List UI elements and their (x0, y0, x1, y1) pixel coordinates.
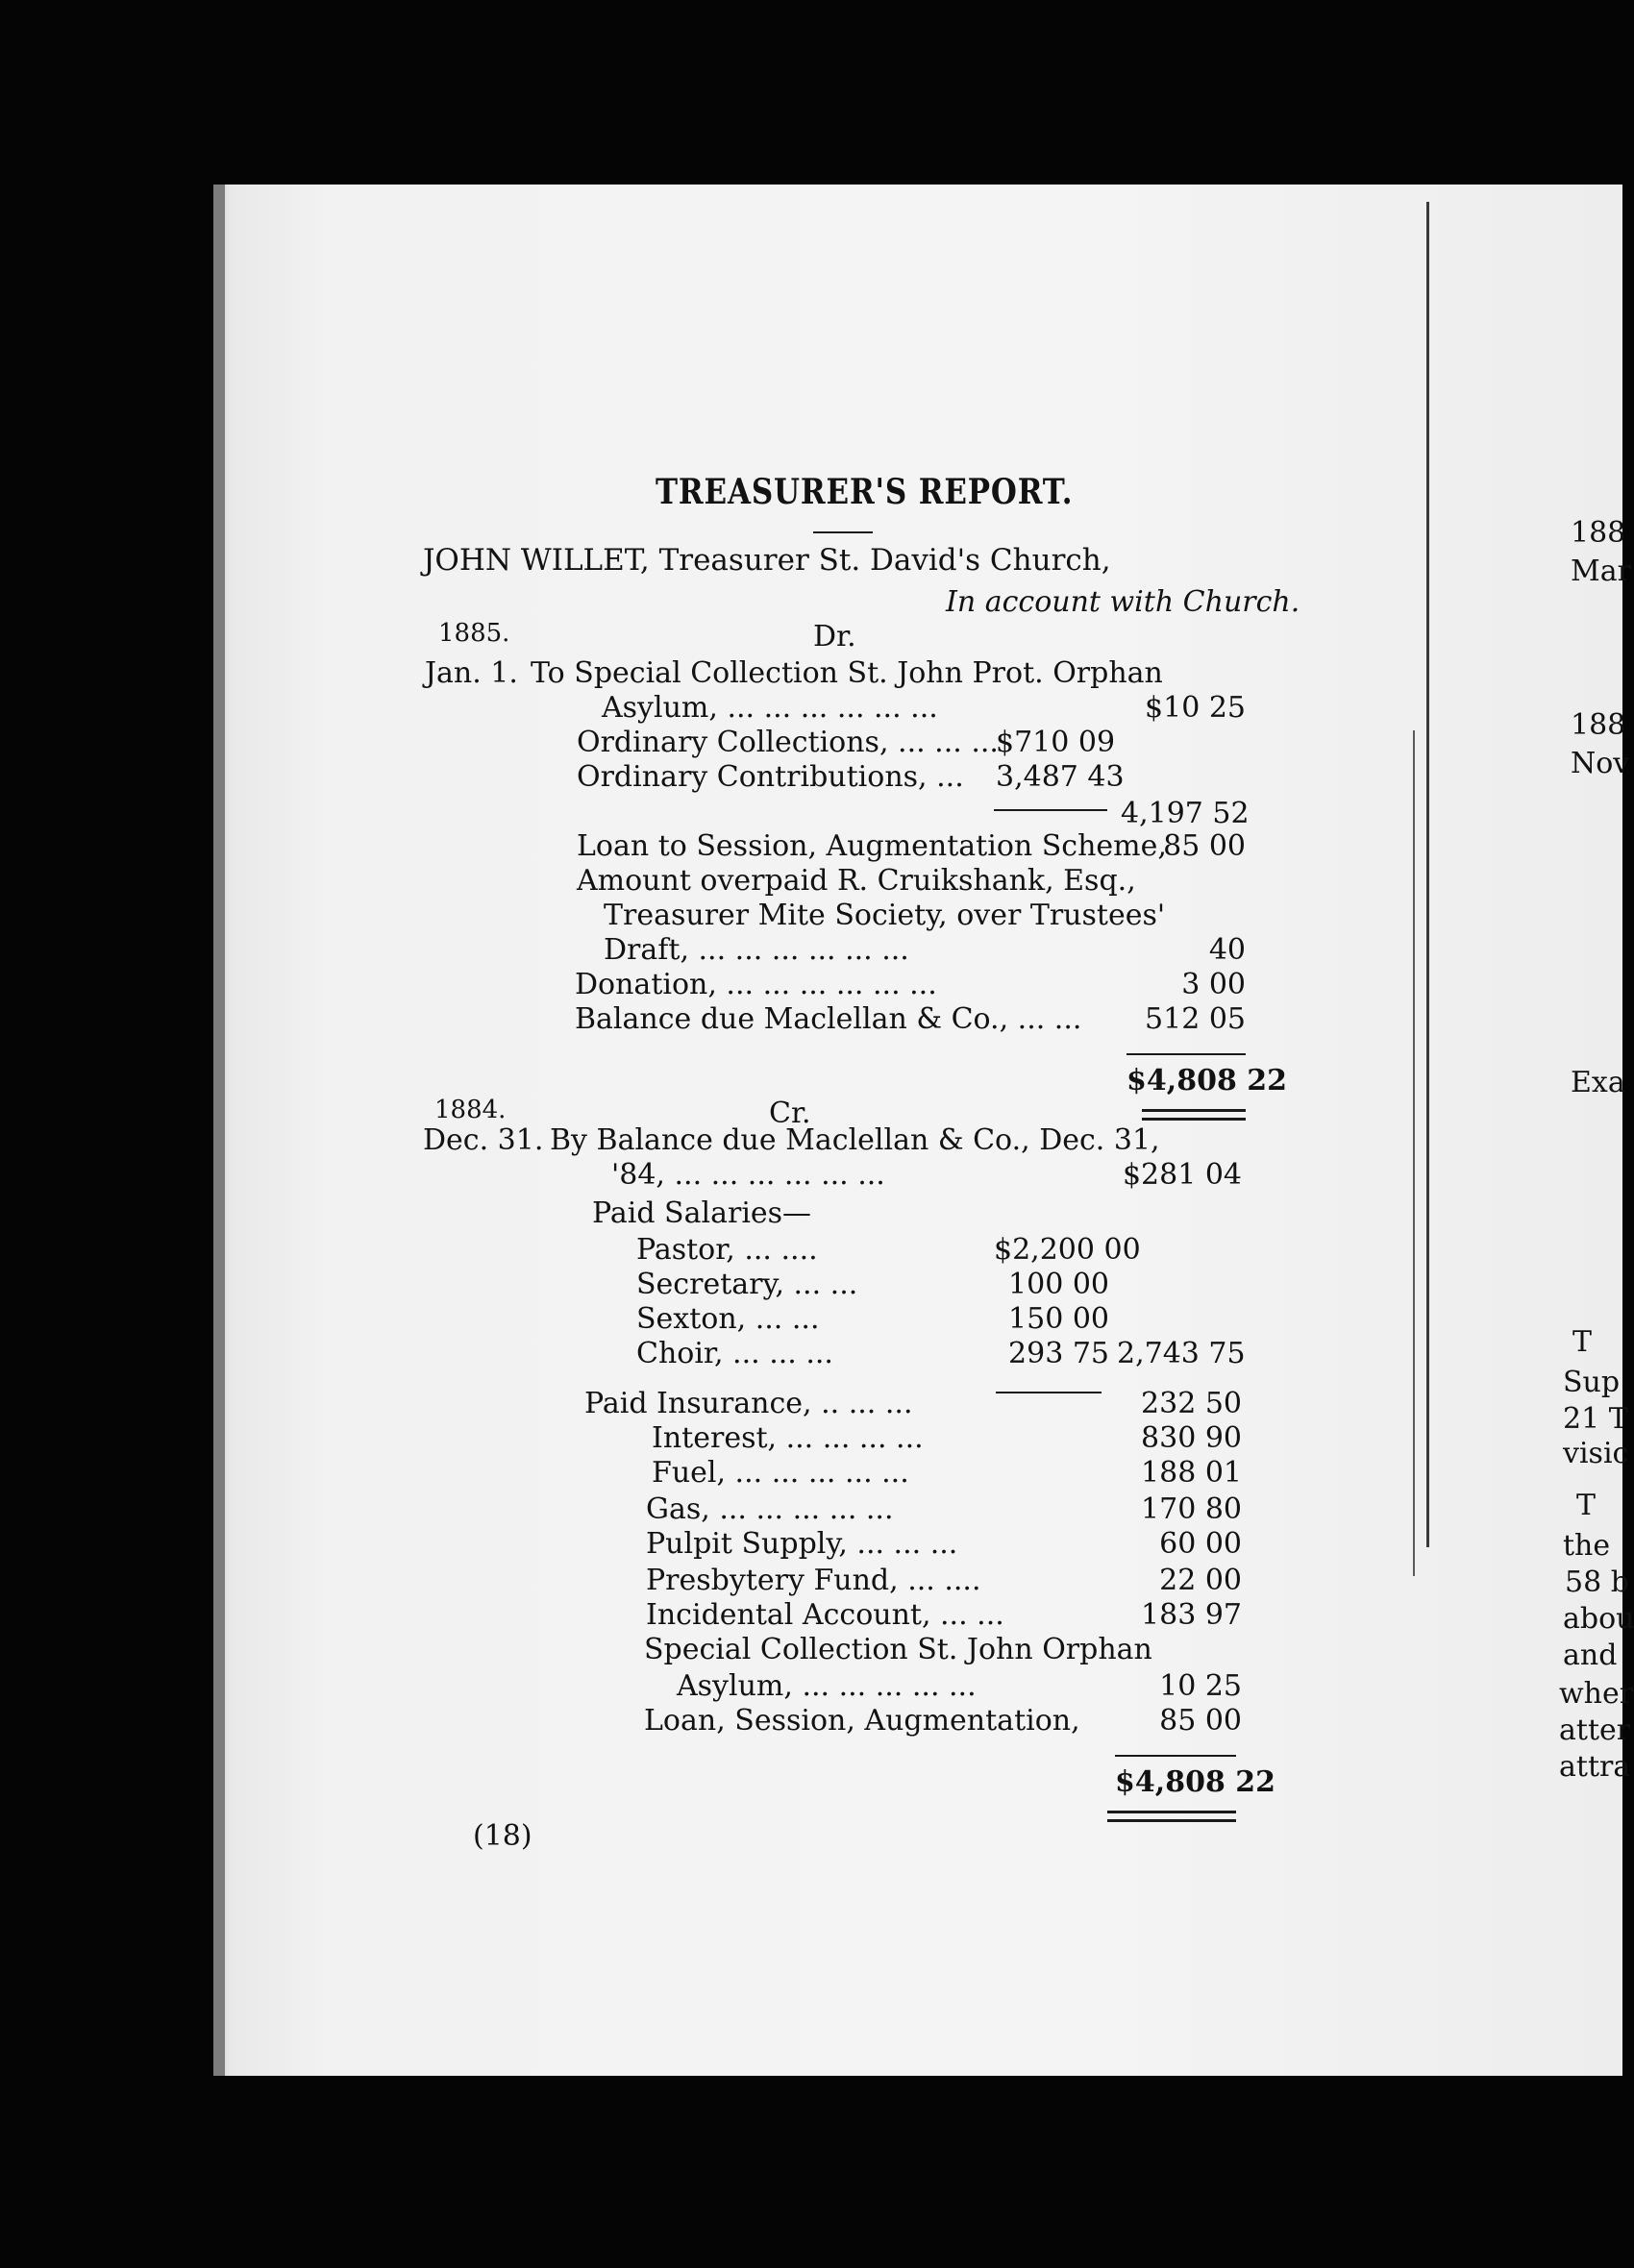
right-page-fragment: T (1572, 1325, 1593, 1359)
dr-entry-subamount: 3,487 43 (996, 760, 1125, 794)
cr-entry-amount: 2,743 75 (1117, 1337, 1246, 1370)
dr-entry-text: Ordinary Contributions, ... (577, 760, 964, 794)
dr-entry-subamount: $710 09 (996, 726, 1116, 759)
right-page-fragment: Sup (1563, 1366, 1621, 1399)
right-page-fragment: Exa (1571, 1066, 1625, 1099)
right-page-fragment: visic (1563, 1437, 1629, 1470)
right-page-fragment: T (1576, 1489, 1597, 1522)
cr-entry-text: Incidental Account, ... ... (646, 1598, 1004, 1632)
report-title: TREASURER'S REPORT. (656, 472, 1074, 512)
cr-double-rule-2 (1107, 1819, 1236, 1822)
cr-entry-text: Pulpit Supply, ... ... ... (646, 1527, 958, 1561)
cr-grand-total: $4,808 22 (1115, 1765, 1276, 1799)
cr-date: Dec. 31. (423, 1123, 544, 1157)
cr-entry-amount: 830 90 (1141, 1421, 1242, 1455)
cr-entry-text: Sexton, ... ... (636, 1302, 820, 1336)
dr-date: Jan. 1. (425, 656, 518, 690)
right-page-fragment: attra (1559, 1750, 1631, 1784)
cr-entry-subamount: $2,200 00 (994, 1233, 1141, 1267)
dr-grand-total: $4,808 22 (1126, 1064, 1288, 1097)
dr-entry-text: Treasurer Mite Society, over Trustees' (604, 899, 1166, 932)
dr-entry-text: Draft, ... ... ... ... ... ... (604, 933, 909, 967)
dr-entry-amount: 40 (1208, 933, 1246, 967)
cr-entry-text: Pastor, ... .... (636, 1233, 818, 1267)
dr-entry-text: Balance due Maclellan & Co., ... ... (575, 1002, 1082, 1036)
cr-entry-subamount: 150 00 (1008, 1302, 1109, 1336)
cr-entry-text: Loan, Session, Augmentation, (644, 1704, 1080, 1738)
dr-total-rule (1126, 1053, 1246, 1055)
dr-entry-text: Amount overpaid R. Cruikshank, Esq., (577, 864, 1136, 898)
cr-entry-text: Paid Salaries— (592, 1196, 812, 1230)
cr-entry-amount: 170 80 (1141, 1492, 1242, 1526)
title-rule (813, 531, 873, 533)
right-page-fragment: Mar (1571, 555, 1631, 588)
dr-entry-text: Ordinary Collections, ... ... ... (577, 726, 999, 759)
right-page-fragment: 188 (1571, 708, 1626, 742)
cr-year: 1884. (434, 1096, 507, 1124)
right-page-fragment: 188 (1571, 516, 1626, 550)
dr-subtotal-rule (994, 809, 1107, 811)
dr-entry-text: Donation, ... ... ... ... ... ... (575, 968, 937, 1001)
dr-entry-text: To Special Collection St. John Prot. Orphan (531, 656, 1163, 690)
dr-entry-amount: 512 05 (1145, 1002, 1246, 1036)
page-edge (213, 185, 225, 2076)
account-line: In account with Church. (946, 585, 1300, 619)
cr-entry-text: Choir, ... ... ... (636, 1337, 833, 1370)
cr-entry-text: Secretary, ... ... (636, 1268, 858, 1301)
cr-entry-subamount: 100 00 (1008, 1268, 1109, 1301)
page-number: (18) (473, 1819, 532, 1853)
dr-double-rule-2 (1142, 1118, 1246, 1121)
dr-entry-amount: $10 25 (1145, 691, 1246, 725)
cr-entry-text: Special Collection St. John Orphan (644, 1633, 1152, 1666)
cr-entry-text: Presbytery Fund, ... .... (646, 1564, 981, 1597)
dr-entry-amount: 85 00 (1163, 829, 1246, 863)
cr-entry-text: Paid Insurance, .. ... ... (584, 1387, 913, 1420)
dr-double-rule-1 (1142, 1109, 1246, 1112)
right-page-fragment: wher (1559, 1677, 1634, 1711)
cr-entry-text: Interest, ... ... ... ... (652, 1421, 924, 1455)
cr-entry-amount: 85 00 (1159, 1704, 1242, 1738)
dr-entry-text: Loan to Session, Augmentation Scheme, (577, 829, 1167, 863)
dr-entry-amount: 4,197 52 (1121, 797, 1250, 830)
cr-entry-amount: 183 97 (1141, 1598, 1242, 1632)
cr-entry-amount: 10 25 (1159, 1669, 1242, 1703)
cr-entry-text: '84, ... ... ... ... ... ... (611, 1158, 885, 1192)
cr-entry-text: Fuel, ... ... ... ... ... (652, 1456, 909, 1490)
cr-entry-amount: 60 00 (1159, 1527, 1242, 1561)
page-fold-line (1426, 202, 1429, 1547)
right-page-fragment: Nov (1571, 747, 1630, 780)
cr-entry-subamount: 293 75 (1008, 1337, 1109, 1370)
cr-entry-amount: 232 50 (1141, 1387, 1242, 1420)
right-page-fragment: 58 b (1565, 1565, 1629, 1599)
cr-entry-amount: $281 04 (1122, 1158, 1242, 1192)
cr-salary-subtotal-rule (996, 1392, 1102, 1393)
right-page-fragment: and (1563, 1639, 1618, 1672)
cr-total-rule (1115, 1755, 1236, 1757)
cr-heading: Cr. (769, 1097, 811, 1130)
right-page-fragment: abou (1563, 1602, 1634, 1636)
cr-entry-text: By Balance due Maclellan & Co., Dec. 31, (550, 1123, 1160, 1157)
dr-entry-text: Asylum, ... ... ... ... ... ... (602, 691, 938, 725)
right-page-fragment: 21 T (1563, 1402, 1628, 1436)
dr-entry-amount: 3 00 (1181, 968, 1246, 1001)
treasurer-line: JOHN WILLET, Treasurer St. David's Church, (423, 543, 1111, 578)
dr-year: 1885. (438, 619, 510, 648)
dr-heading: Dr. (813, 620, 856, 653)
right-page-fragment: atter (1559, 1713, 1631, 1747)
cr-entry-text: Asylum, ... ... ... ... ... (677, 1669, 977, 1703)
cr-double-rule-1 (1107, 1811, 1236, 1813)
cr-entry-amount: 188 01 (1141, 1456, 1242, 1490)
cr-entry-text: Gas, ... ... ... ... ... (646, 1492, 894, 1526)
right-page-fragment: the (1563, 1529, 1611, 1563)
cr-entry-amount: 22 00 (1159, 1564, 1242, 1597)
margin-pencil-line (1413, 730, 1415, 1576)
